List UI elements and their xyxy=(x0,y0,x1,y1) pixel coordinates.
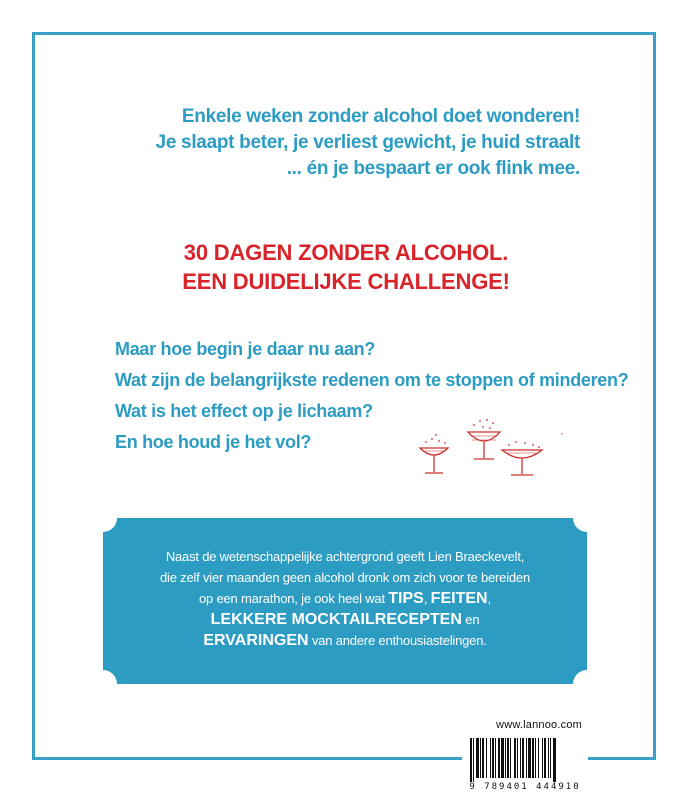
champagne-glasses-illustration xyxy=(412,412,572,482)
question-item: Wat is het effect op je lichaam? xyxy=(115,401,373,421)
question-item: Wat zijn de belangrijkste redenen om te stoppen of minderen? xyxy=(115,370,629,390)
isbn-number: 9 789401 444910 xyxy=(469,782,581,792)
panel-text-span: , xyxy=(423,591,431,606)
panel-line xyxy=(103,588,587,609)
question-item: Maar hoe begin je daar nu aan? xyxy=(115,339,376,359)
panel-line: Naast de wetenschappelijke achtergrond geeft Lien Braeckevelt, xyxy=(165,549,525,564)
publisher-url: www.lannoo.com xyxy=(496,719,582,731)
panel-text-span: op een marathon, je ook heel wat xyxy=(199,591,389,606)
panel-text-span: , xyxy=(487,591,491,606)
barcode-bars xyxy=(468,738,582,782)
question-item: En hoe houd je het vol? xyxy=(115,432,312,452)
headline-line: EEN DUIDELIJKE CHALLENGE! xyxy=(182,269,510,294)
intro-line: Enkele weken zonder alcohol doet wonderen! xyxy=(181,106,580,127)
panel-text-span: van andere enthousiastelingen. xyxy=(308,633,487,648)
intro-line: ... én je bespaart er ook flink mee. xyxy=(286,158,580,179)
intro-line: Je slaapt beter, je verliest gewicht, je huid straalt xyxy=(155,132,580,153)
highlight-mocktails: LEKKERE MOCKTAILRECEPTEN xyxy=(210,611,462,628)
highlight-feiten: FEITEN xyxy=(430,590,488,607)
panel-line xyxy=(103,630,587,651)
highlight-ervaringen: ERVARINGEN xyxy=(203,632,309,649)
panel-line: die zelf vier maanden geen alcohol dronk om zich voor te bereiden xyxy=(159,570,530,585)
panel-line xyxy=(103,609,587,630)
info-panel xyxy=(103,518,587,684)
intro-text xyxy=(60,104,580,182)
headline xyxy=(0,238,692,296)
highlight-tips: TIPS xyxy=(388,590,424,607)
panel-text xyxy=(103,546,587,651)
headline-line: 30 DAGEN ZONDER ALCOHOL. xyxy=(183,240,509,265)
panel-text-span: en xyxy=(461,612,480,627)
barcode xyxy=(462,736,588,796)
